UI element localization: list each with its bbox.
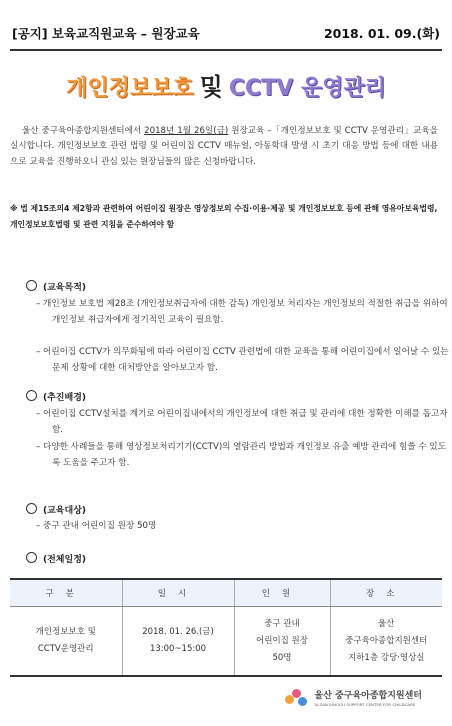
section-heading-text: (추진배경) bbox=[43, 393, 87, 403]
notice-label: [공지] 보육교직원교육 – 원장교육 bbox=[12, 26, 200, 41]
circle-bullet-icon bbox=[26, 503, 37, 514]
cell-line: CCTV운영관리 bbox=[37, 644, 94, 654]
header-people: 인원 bbox=[234, 579, 330, 607]
org-name: 울산 중구육아종합지원센터 bbox=[314, 691, 422, 701]
background-bullet-1: – 어린이집 CCTV설치를 계기로 어린이집내에서의 개인정보에 대한 취급 및 관리에 대한 정확한 이해를 돕고자 함. bbox=[36, 409, 448, 435]
section-heading-text: (전체일정) bbox=[43, 555, 87, 565]
intro-paragraph bbox=[10, 124, 438, 170]
intro-text-rest: 원장교육 –「개인정보보호 및 CCTV 운영관리」교육을 실시합니다. 개인정보보호 관련 법령 및 어린이집 CCTV 매뉴얼, 아동학대 발생 시 초기 대응 방법 등에 대한 내용으로 교육을 진행하오니 관심 있는 원장님들의 많은 신청바랍니다. bbox=[10, 126, 438, 167]
title-part-and: 및 bbox=[199, 73, 223, 101]
table-header-row bbox=[10, 579, 442, 607]
cell-line: 2018. 01. 26.(금) bbox=[142, 627, 214, 637]
title-part-privacy: 개인정보보호 bbox=[66, 76, 194, 101]
purpose-bullet-2: – 어린이집 CCTV가 의무화됨에 따라 어린이집 CCTV 관련법에 대한 교육을 통해 어린이집에서 일어날 수 있는 문제 상황에 대한 대처방안을 알아보고자 함. bbox=[36, 347, 449, 373]
cell-line: 개인정보보호 및 bbox=[35, 627, 96, 637]
cell-line: 중구 관내 bbox=[264, 618, 300, 629]
cell-people bbox=[234, 607, 330, 677]
cell-line: 중구육아종합지원센터 bbox=[345, 635, 428, 646]
section-schedule-heading bbox=[26, 552, 86, 565]
purpose-bullet-1: – 개인정보 보호법 제28조 (개인정보취급자에 대한 감독) 개인정보 처리자는 개인정보의 적절한 취급을 위하여 개인정보 취급자에게 정기적인 교육이 필요함. bbox=[36, 299, 448, 325]
cell-line: 어린이집 원장 bbox=[256, 635, 308, 646]
intro-event-date: 2018년 1월 26일(금) bbox=[144, 126, 229, 136]
title-part-cctv: CCTV 운영관리 bbox=[228, 76, 386, 101]
cell-line: 지하1층 강당·영상실 bbox=[347, 652, 425, 663]
background-bullet-2: – 다양한 사례들을 통해 영상정보처리기기(CCTV)의 열람관리 방법과 개인정보 유출 예방 관리에 힘쓸 수 있도록 도움을 주고자 함. bbox=[36, 442, 447, 468]
schedule-table bbox=[10, 578, 442, 677]
org-name-en: ULSAN JUNGGU SUPPORT CENTER FOR CHILDCARE bbox=[314, 702, 416, 707]
section-heading-text: (교육대상) bbox=[43, 506, 87, 516]
table-row bbox=[10, 607, 442, 677]
footer-org bbox=[285, 689, 422, 709]
cell-datetime bbox=[122, 607, 234, 677]
section-heading-text: (교육목적) bbox=[43, 283, 87, 293]
intro-text-start: 울산 중구육아종합지원센터에서 bbox=[22, 126, 145, 136]
center-logo-icon bbox=[285, 689, 309, 709]
page-title bbox=[0, 72, 452, 104]
legal-notice: ※ 법 제15조의4 제2항과 관련하여 어린이집 원장은 영상정보의 수집·이용·제공 및 개인정보보호 등에 관해 영유아보육법령, 개인정보보호법령 및 관련 지침을 준수하여야 함 bbox=[10, 204, 438, 229]
target-bullet-1: – 중구 관내 어린이집 원장 50명 bbox=[36, 521, 157, 531]
cell-line: 13:00~15:00 bbox=[149, 644, 207, 654]
cell-category bbox=[10, 607, 122, 677]
notice-date: 2018. 01. 09.(화) bbox=[323, 26, 440, 41]
header-place: 장소 bbox=[330, 579, 442, 607]
cell-line: 50명 bbox=[272, 652, 292, 663]
section-background-heading bbox=[26, 390, 86, 403]
header-divider bbox=[10, 49, 442, 51]
cell-place bbox=[330, 607, 442, 677]
cell-line: 울산 bbox=[378, 618, 395, 629]
circle-bullet-icon bbox=[26, 552, 37, 563]
section-purpose-heading bbox=[26, 280, 86, 293]
document-header bbox=[12, 24, 440, 42]
section-target-heading bbox=[26, 503, 86, 516]
circle-bullet-icon bbox=[26, 280, 37, 291]
circle-bullet-icon bbox=[26, 390, 37, 401]
header-category: 구분 bbox=[10, 579, 122, 607]
header-datetime: 일시 bbox=[122, 579, 234, 607]
